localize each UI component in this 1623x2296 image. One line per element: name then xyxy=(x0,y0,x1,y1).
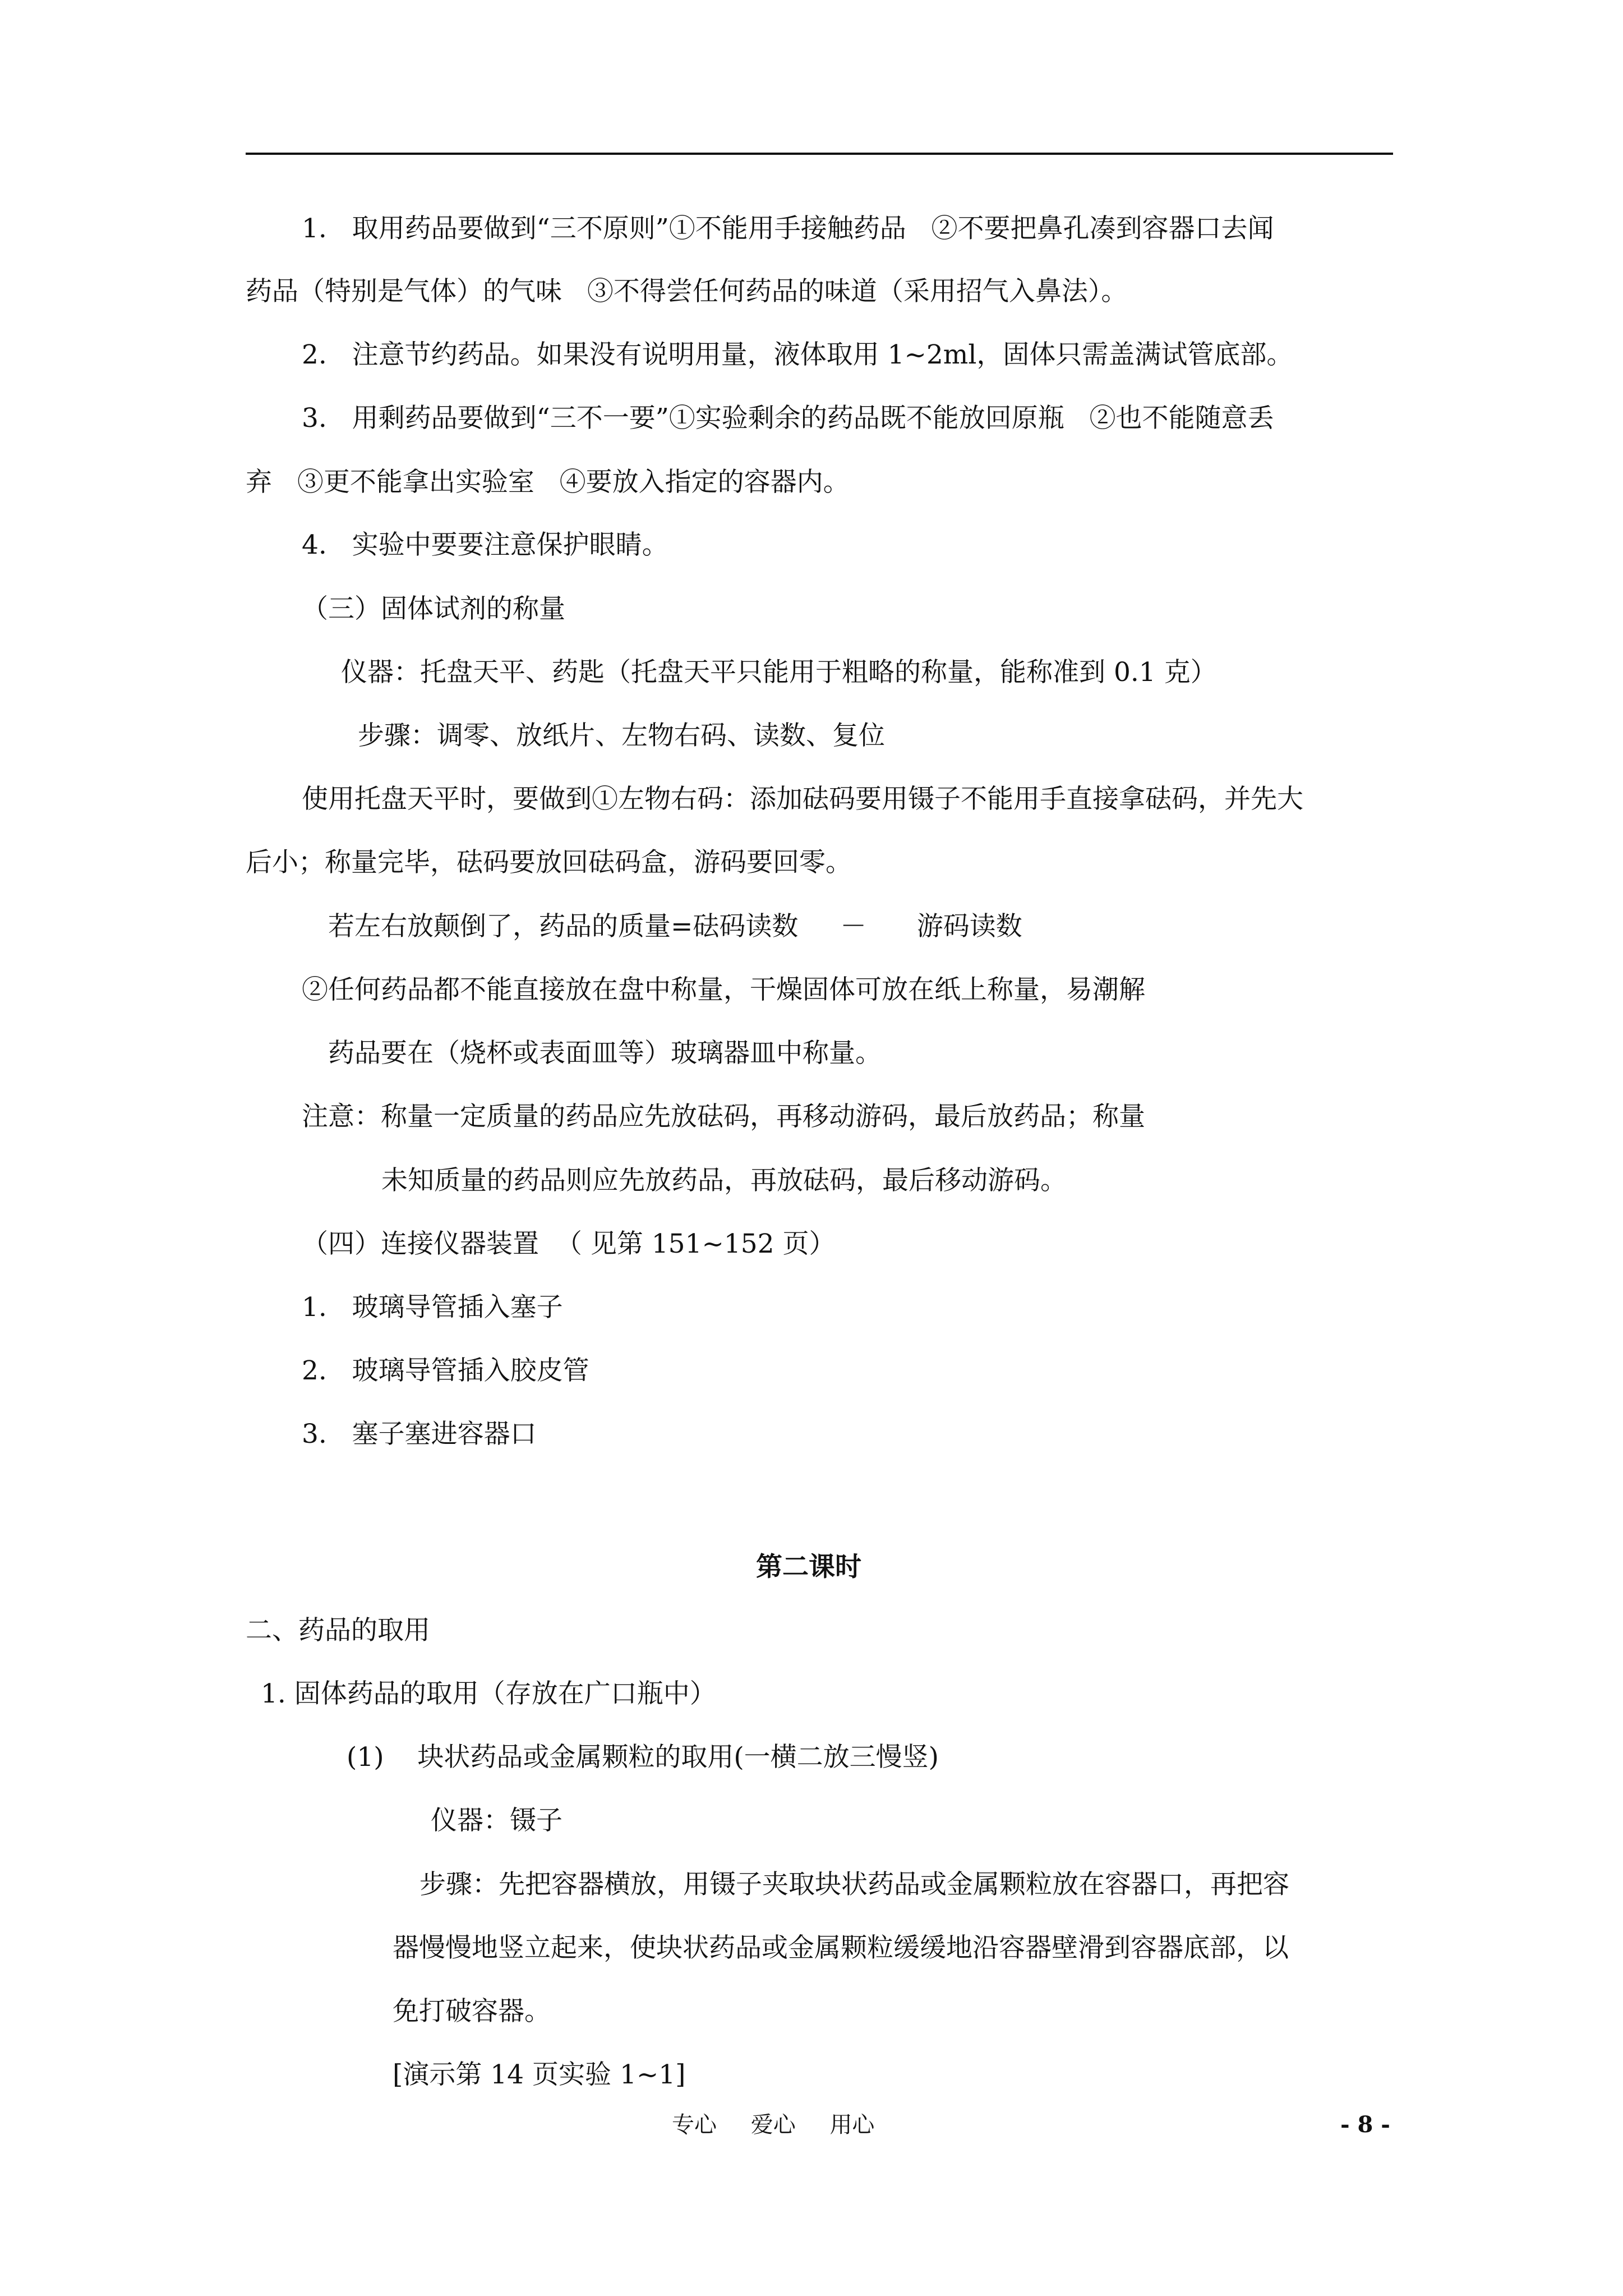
section-heading: （四）连接仪器装置 （ 见第 151~152 页） xyxy=(302,1228,836,1259)
paragraph-line: 弃 ③更不能拿出实验室 ④要放入指定的容器内。 xyxy=(246,467,850,498)
paragraph-line: 若左右放颠倒了，药品的质量=砝码读数 － 游码读数 xyxy=(328,911,1022,942)
paragraph-line: 器慢慢地竖立起来，使块状药品或金属颗粒缓缓地沿容器壁滑到容器底部，以 xyxy=(393,1932,1289,1963)
lesson-title: 第二课时 xyxy=(756,1552,861,1582)
paragraph-line: 未知质量的药品则应先放药品，再放砝码，最后移动游码。 xyxy=(381,1165,1067,1196)
paragraph-line: 仪器：托盘天平、药匙（托盘天平只能用于粗略的称量，能称准到 0.1 克） xyxy=(341,657,1217,688)
footer-motto-item: 爱心 xyxy=(750,2112,796,2138)
footer-motto-item: 专心 xyxy=(672,2112,717,2138)
paragraph-line: 使用托盘天平时，要做到①左物右码：添加砝码要用镊子不能用手直接拿砝码，并先大 xyxy=(302,784,1303,815)
paragraph-line: 免打破容器。 xyxy=(393,1996,551,2027)
subsection-heading: 1. 固体药品的取用（存放在广口瓶中） xyxy=(261,1678,716,1709)
footer-motto-item: 用心 xyxy=(829,2112,875,2138)
paragraph-line: 步骤：调零、放纸片、左物右码、读数、复位 xyxy=(358,720,885,751)
paragraph-line: 药品要在（烧杯或表面皿等）玻璃器皿中称量。 xyxy=(328,1038,882,1069)
list-item: 2. 玻璃导管插入胶皮管 xyxy=(302,1355,589,1386)
paragraph-line: 4. 实验中要要注意保护眼睛。 xyxy=(302,530,668,560)
paragraph-line: 药品（特别是气体）的气味 ③不得尝任何药品的味道（采用招气入鼻法）。 xyxy=(246,276,1128,307)
header-rule xyxy=(246,153,1393,155)
paragraph-line: 2. 注意节约药品。如果没有说明用量，液体取用 1~2ml，固体只需盖满试管底部。 xyxy=(302,339,1293,370)
paragraph-line: 注意：称量一定质量的药品应先放砝码，再移动游码，最后放药品；称量 xyxy=(302,1101,1145,1132)
paragraph-line: ②任何药品都不能直接放在盘中称量，干燥固体可放在纸上称量，易潮解 xyxy=(302,974,1145,1005)
list-item: 3. 塞子塞进容器口 xyxy=(302,1419,537,1450)
paragraph-line: 后小；称量完毕，砝码要放回砝码盒，游码要回零。 xyxy=(246,847,852,878)
section-heading: 二、药品的取用 xyxy=(246,1615,430,1646)
section-heading: （三）固体试剂的称量 xyxy=(302,593,565,624)
subsection-heading: (1) 块状药品或金属颗粒的取用(一横二放三慢竖) xyxy=(347,1742,939,1773)
paragraph-line: 步骤：先把容器横放，用镊子夹取块状药品或金属颗粒放在容器口，再把容 xyxy=(419,1869,1289,1900)
page-number: - 8 - xyxy=(1340,2111,1390,2138)
paragraph-line: 3. 用剩药品要做到“三不一要”①实验剩余的药品既不能放回原瓶 ②也不能随意丢 xyxy=(302,403,1274,434)
footer-motto xyxy=(672,2109,901,2141)
list-item: 1. 玻璃导管插入塞子 xyxy=(302,1292,563,1323)
paragraph-line: 仪器：镊子 xyxy=(431,1805,562,1836)
paragraph-line: 1. 取用药品要做到“三不原则”①不能用手接触药品 ②不要把鼻孔凑到容器口去闻 xyxy=(302,213,1274,244)
paragraph-line: [演示第 14 页实验 1~1] xyxy=(393,2059,686,2090)
